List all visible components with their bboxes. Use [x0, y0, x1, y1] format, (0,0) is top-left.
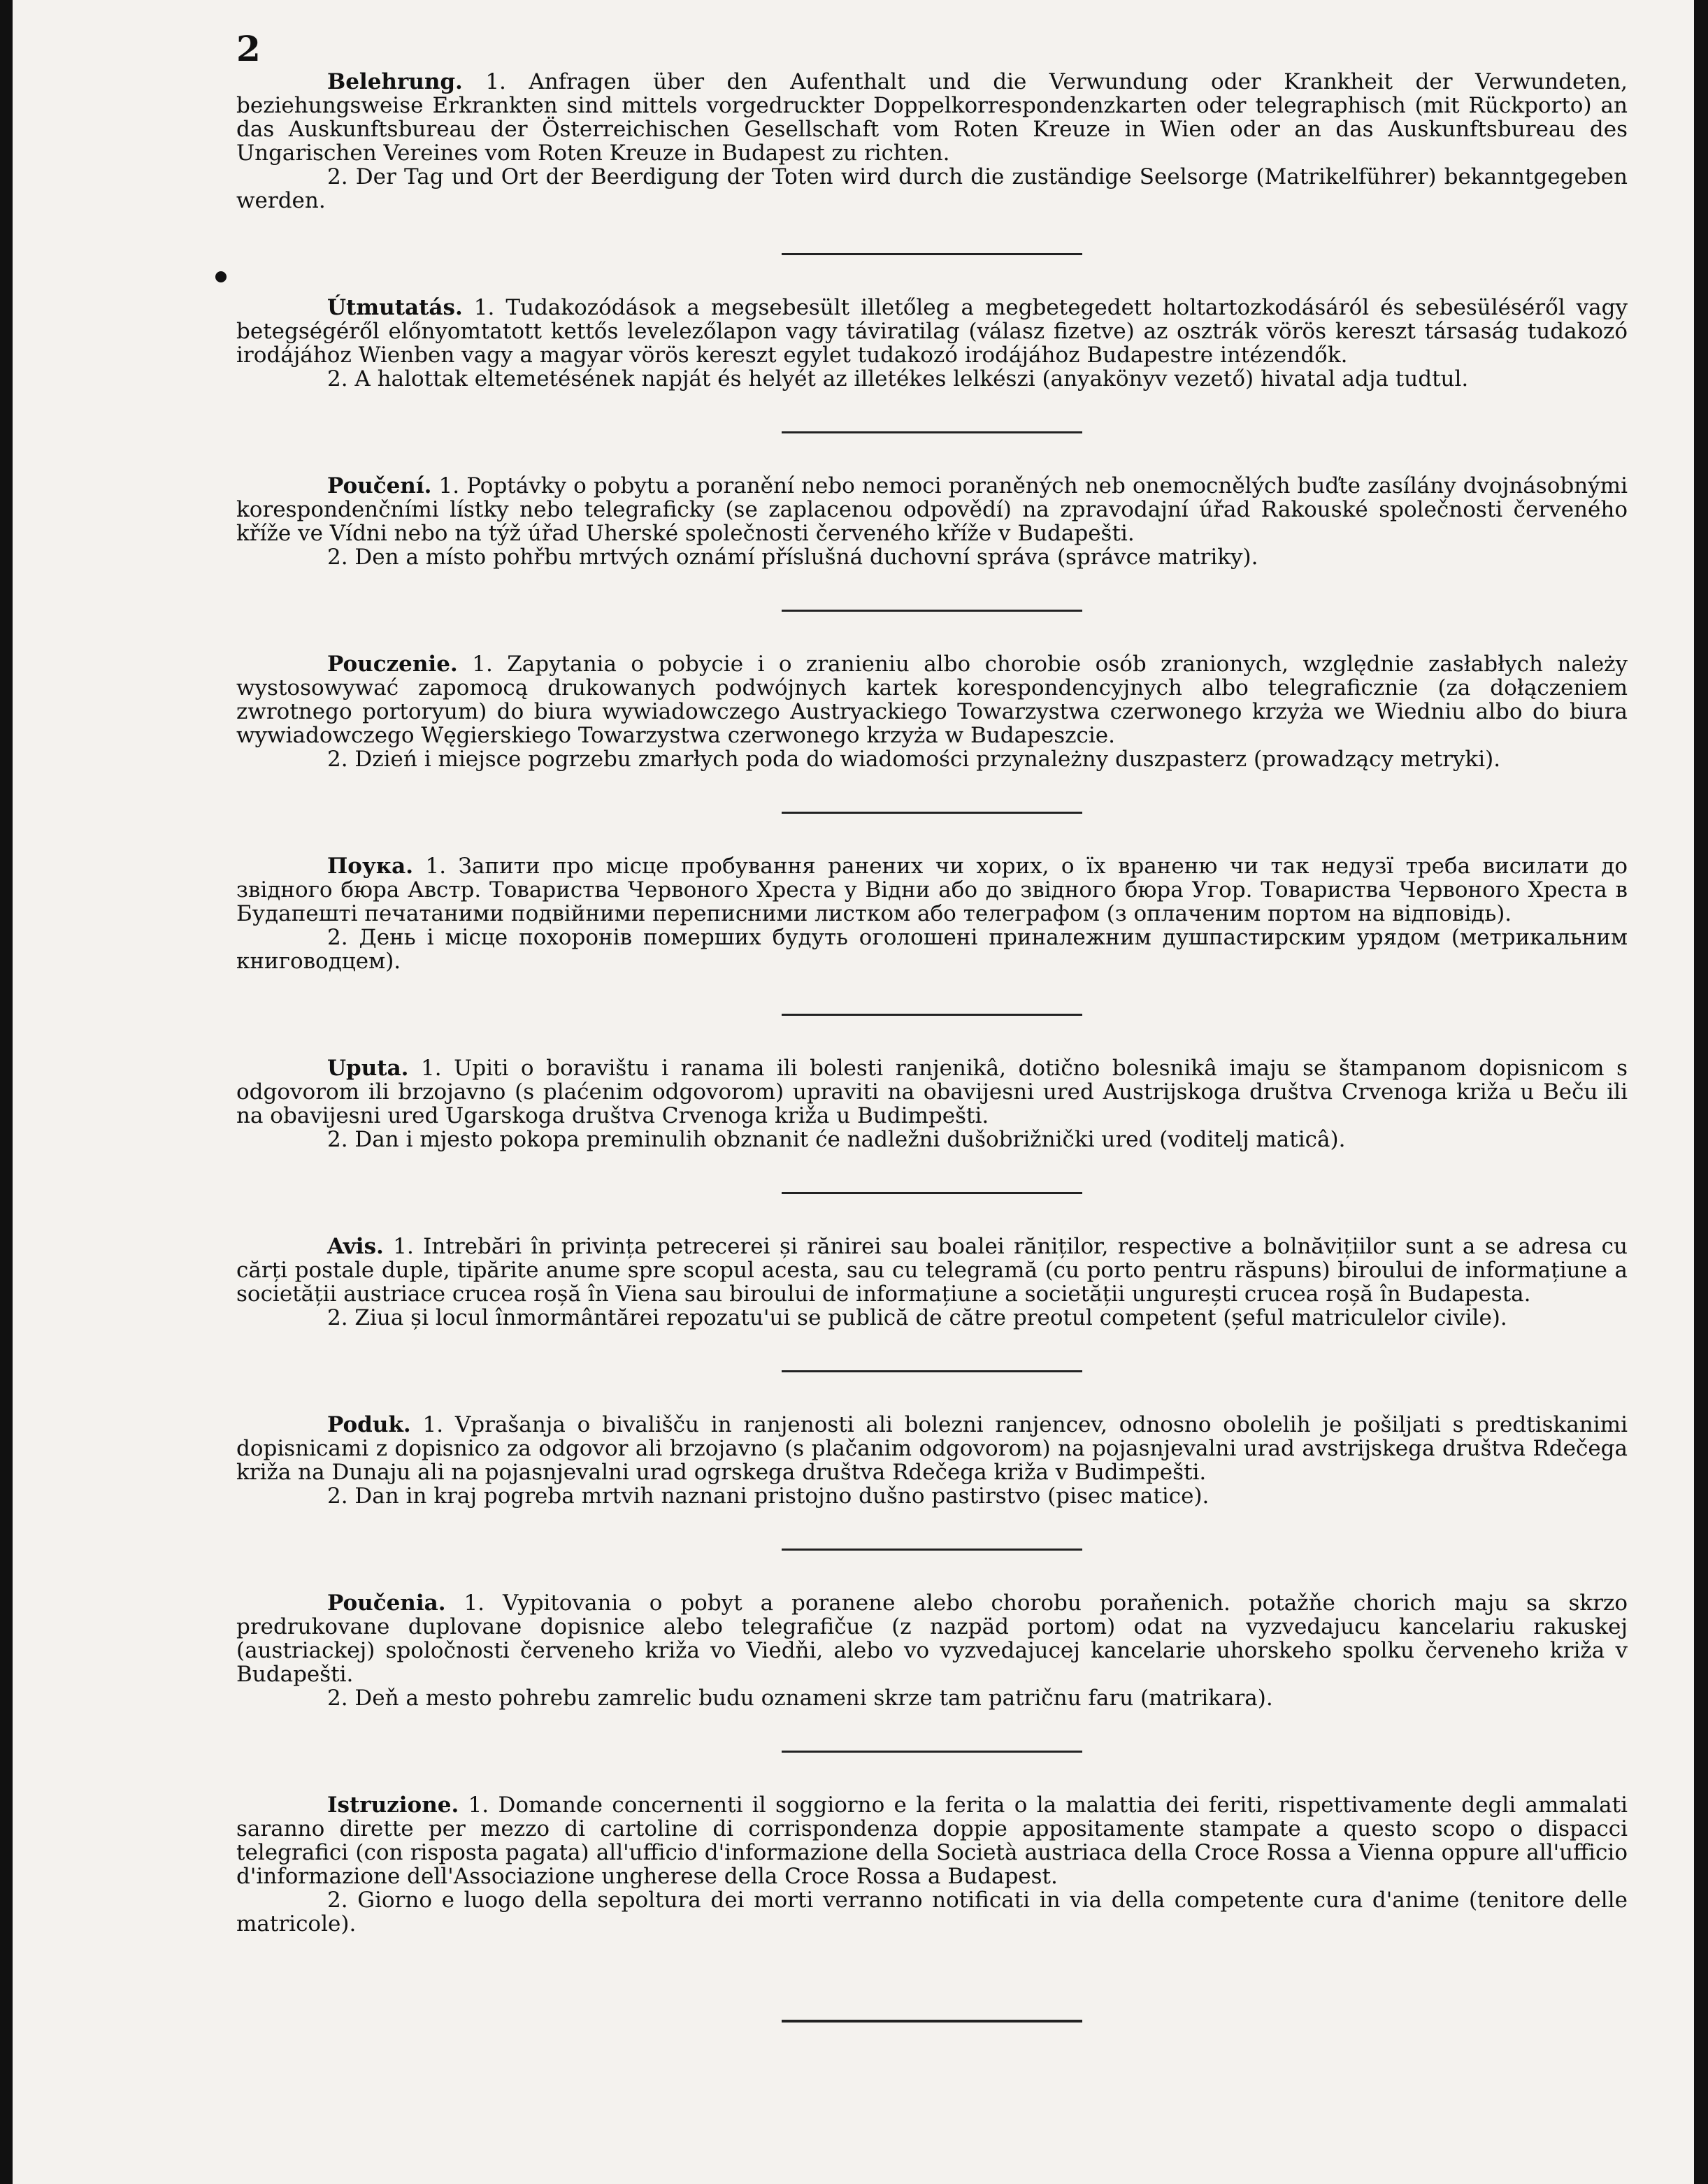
margin-dot — [215, 271, 227, 282]
document-page — [13, 0, 1694, 2184]
section-heading: Pouczenie. — [327, 652, 458, 677]
section-paragraph-1: 1. Poptávky o pobytu a poranění nebo nemoci poraněných neb onemocnělých buďte zasílány dvojnásobnými korespondenčními lístky nebo telegraficky (se zaplacenou odpovědí) na zpravodajní úřad Rakouské společnosti červeného kříže ve Vídni nebo na týž úřad Uherské společnosti červeného kříže v Budapešti. — [236, 473, 1628, 546]
section-croatian — [236, 1056, 1628, 1151]
section-paragraph-1: 1. Запити про місце пробування ранених чи хорих, о їх враненю чи так недузї треба висилати до звідного бюра Австр. Товариства Червоного Хреста у Відни або до звідного бюра Угор. Товариства Червоного Хреста в Будапешті печатаними подвійними переписними листком або телеграфом (з оплаченим портом на відповідь). — [236, 854, 1628, 926]
section-paragraph-1: 1. Vprašanja o bivališču in ranjenosti ali bolezni ranjencev, odnosno obolelih je pošiljati s predtiskanimi dopisnicami z dopisnico za odgovor ali brzojavno (s plačanim odgovorom) na pojasnjevalni urad avstrijskega društva Rdečega križa na Dunaju ali na pojasnjevalni urad ogrskega društva Rdečega križa v Budimpešti. — [236, 1412, 1628, 1485]
section-divider — [782, 431, 1082, 433]
section-slovene — [236, 1413, 1628, 1508]
section-paragraph-2: 2. Giorno e luogo della sepoltura dei morti verranno notificati in via della competente cura d'anime (tenitore delle matricole). — [236, 1888, 1628, 1937]
section-paragraph-1: 1. Domande concernenti il soggiorno e la ferita o la malattia dei feriti, rispettivamente degli ammalati saranno dirette per mezzo di cartoline di corrispondenza doppie appositamente stampate a questo scopo o dispacci telegrafici (con risposta pagata) all'ufficio d'informazione della Società austriaca della Croce Rossa a Vienna oppure all'ufficio d'informazione dell'Associazione ungherese della Croce Rossa a Budapest. — [236, 1793, 1628, 1889]
section-divider — [782, 1370, 1082, 1372]
section-paragraph-2: 2. Den a místo pohřbu mrtvých oznámí příslušná duchovní správa (správce matriky). — [327, 545, 1258, 570]
instructions-list — [236, 70, 1628, 2063]
section-paragraph-2: 2. Ziua și locul înmormântărei repozatu'ui se publică de către preotul competent (șeful matriculelor civile). — [327, 1305, 1507, 1330]
section-paragraph-1: 1. Anfragen über den Aufenthalt und die Verwundung oder Krankheit der Verwundeten, beziehungsweise Erkrankten sind mittels vorgedruckter Doppelkorrespondenzkarten oder telegraphisch (mit Rückporto) an das Auskunftsbureau der Österreichischen Gesellschaft vom Roten Kreuze in Wien oder an das Auskunftsbureau des Ungarischen Vereines vom Roten Kreuze in Budapest zu richten. — [236, 69, 1628, 166]
section-divider — [782, 1549, 1082, 1551]
section-paragraph-1: 1. Tudakozódások a megsebesült illetőleg a megbetegedett holtartozkodásáról és sebesüléséről vagy betegségéről előnyomtatott kettős levelezőlapon vagy táviratilag (válasz fizetve) az osztrák vörös kereszt társaság tudakozó irodájához Wienben vagy a magyar vörös kereszt egylet tudakozó irodájához Budapestre intézendők. — [236, 295, 1628, 368]
page-number: 2 — [236, 28, 261, 69]
section-czech — [236, 474, 1628, 569]
section-heading: Поука. — [327, 854, 414, 879]
section-heading: Uputa. — [327, 1056, 409, 1081]
section-paragraph-2: 2. День і місце похоронів померших будуть оголошені приналежним душпастирским урядом (метрикальним книговодцем). — [236, 925, 1628, 974]
closing-divider — [782, 2020, 1082, 2023]
section-divider — [782, 1192, 1082, 1194]
section-slovak — [236, 1591, 1628, 1710]
section-paragraph-2: 2. Der Tag und Ort der Beerdigung der Toten wird durch die zuständige Seelsorge (Matrikelführer) bekanntgegeben werden. — [236, 164, 1628, 213]
section-paragraph-1: 1. Vypitovania o pobyt a poranene alebo chorobu poraňenich. potažňe chorich maju sa skrzo predrukovane duplovane dopisnice alebo telegrafičue (z nazpäd portom) odat na vyzvedajucu kancelariu rakuskej (austriackej) spoločnosti červeneho križa vo Viedňi, alebo vo vyzvedajucej kancelarie uhorskeho spolku červeneho križa v Budapešti. — [236, 1590, 1628, 1687]
section-paragraph-2: 2. Dan in kraj pogreba mrtvih naznani pristojno dušno pastirstvo (pisec matice). — [327, 1483, 1210, 1509]
section-romanian — [236, 1235, 1628, 1330]
section-paragraph-2: 2. Dan i mjesto pokopa preminulih obznanit će nadležni dušobrižnički ured (voditelj maticâ). — [327, 1127, 1346, 1152]
section-paragraph-1: 1. Upiti o boravištu i ranama ili bolesti ranjenikâ, dotično bolesnikâ imaju se štampanom dopisnicom s odgovorom ili brzojavno (s plaćenim odgovorom) upraviti na obavijesni ured Austrijskoga društva Crvenoga križa u Beču ili na obavijesni ured Ugarskoga društva Crvenoga križa u Budimpešti. — [236, 1056, 1628, 1128]
section-paragraph-1: 1. Intrebări în privința petrecerei și rănirei sau boalei răniților, respective a bolnăvițiilor sunt a se adresa cu cărți postale duple, tipărite anume spre scopul acesta, sau cu telegramă (cu porto pentru răspuns) biroului de informațiune a societății austriace crucea roșă în Viena sau biroului de informațiune a societății ungurești crucea roșă în Budapesta. — [236, 1234, 1628, 1307]
section-divider — [782, 253, 1082, 255]
section-heading: Belehrung. — [327, 69, 463, 94]
section-german — [236, 70, 1628, 213]
section-italian — [236, 1793, 1628, 1936]
section-heading: Poduk. — [327, 1412, 411, 1437]
section-divider — [782, 610, 1082, 612]
section-paragraph-2: 2. Dzień i miejsce pogrzebu zmarłych poda do wiadomości przynależny duszpasterz (prowadzący metryki). — [327, 747, 1501, 772]
section-heading: Útmutatás. — [327, 295, 463, 320]
section-divider — [782, 1014, 1082, 1016]
section-divider — [782, 1751, 1082, 1753]
section-hungarian — [236, 296, 1628, 391]
section-polish — [236, 652, 1628, 771]
section-heading: Istruzione. — [327, 1793, 459, 1818]
section-heading: Avis. — [327, 1234, 384, 1259]
section-paragraph-2: 2. Deň a mesto pohrebu zamrelic budu oznameni skrze tam patričnu faru (matrikara). — [327, 1686, 1273, 1711]
section-divider — [782, 812, 1082, 814]
section-heading: Poučení. — [327, 473, 432, 498]
section-paragraph-1: 1. Zapytania o pobycie i o zranieniu albo chorobie osób zranionych, względnie zasłabłych należy wystosowywać zapomocą drukowanych podwójnych kartek korespondencyjnych albo telegraficznie (za dołączeniem zwrotnego portoryum) do biura wywiadowczego Austryackiego Towarzystwa czerwonego krzyża we Wiedniu albo do biura wywiadowczego Węgierskiego Towarzystwa czerwonego krzyża w Budapeszcie. — [236, 652, 1628, 748]
section-paragraph-2: 2. A halottak eltemetésének napját és helyét az illetékes lelkészi (anyakönyv vezető) hivatal adja tudtul. — [327, 366, 1469, 391]
section-ukrainian — [236, 854, 1628, 973]
section-heading: Poučenia. — [327, 1590, 446, 1616]
